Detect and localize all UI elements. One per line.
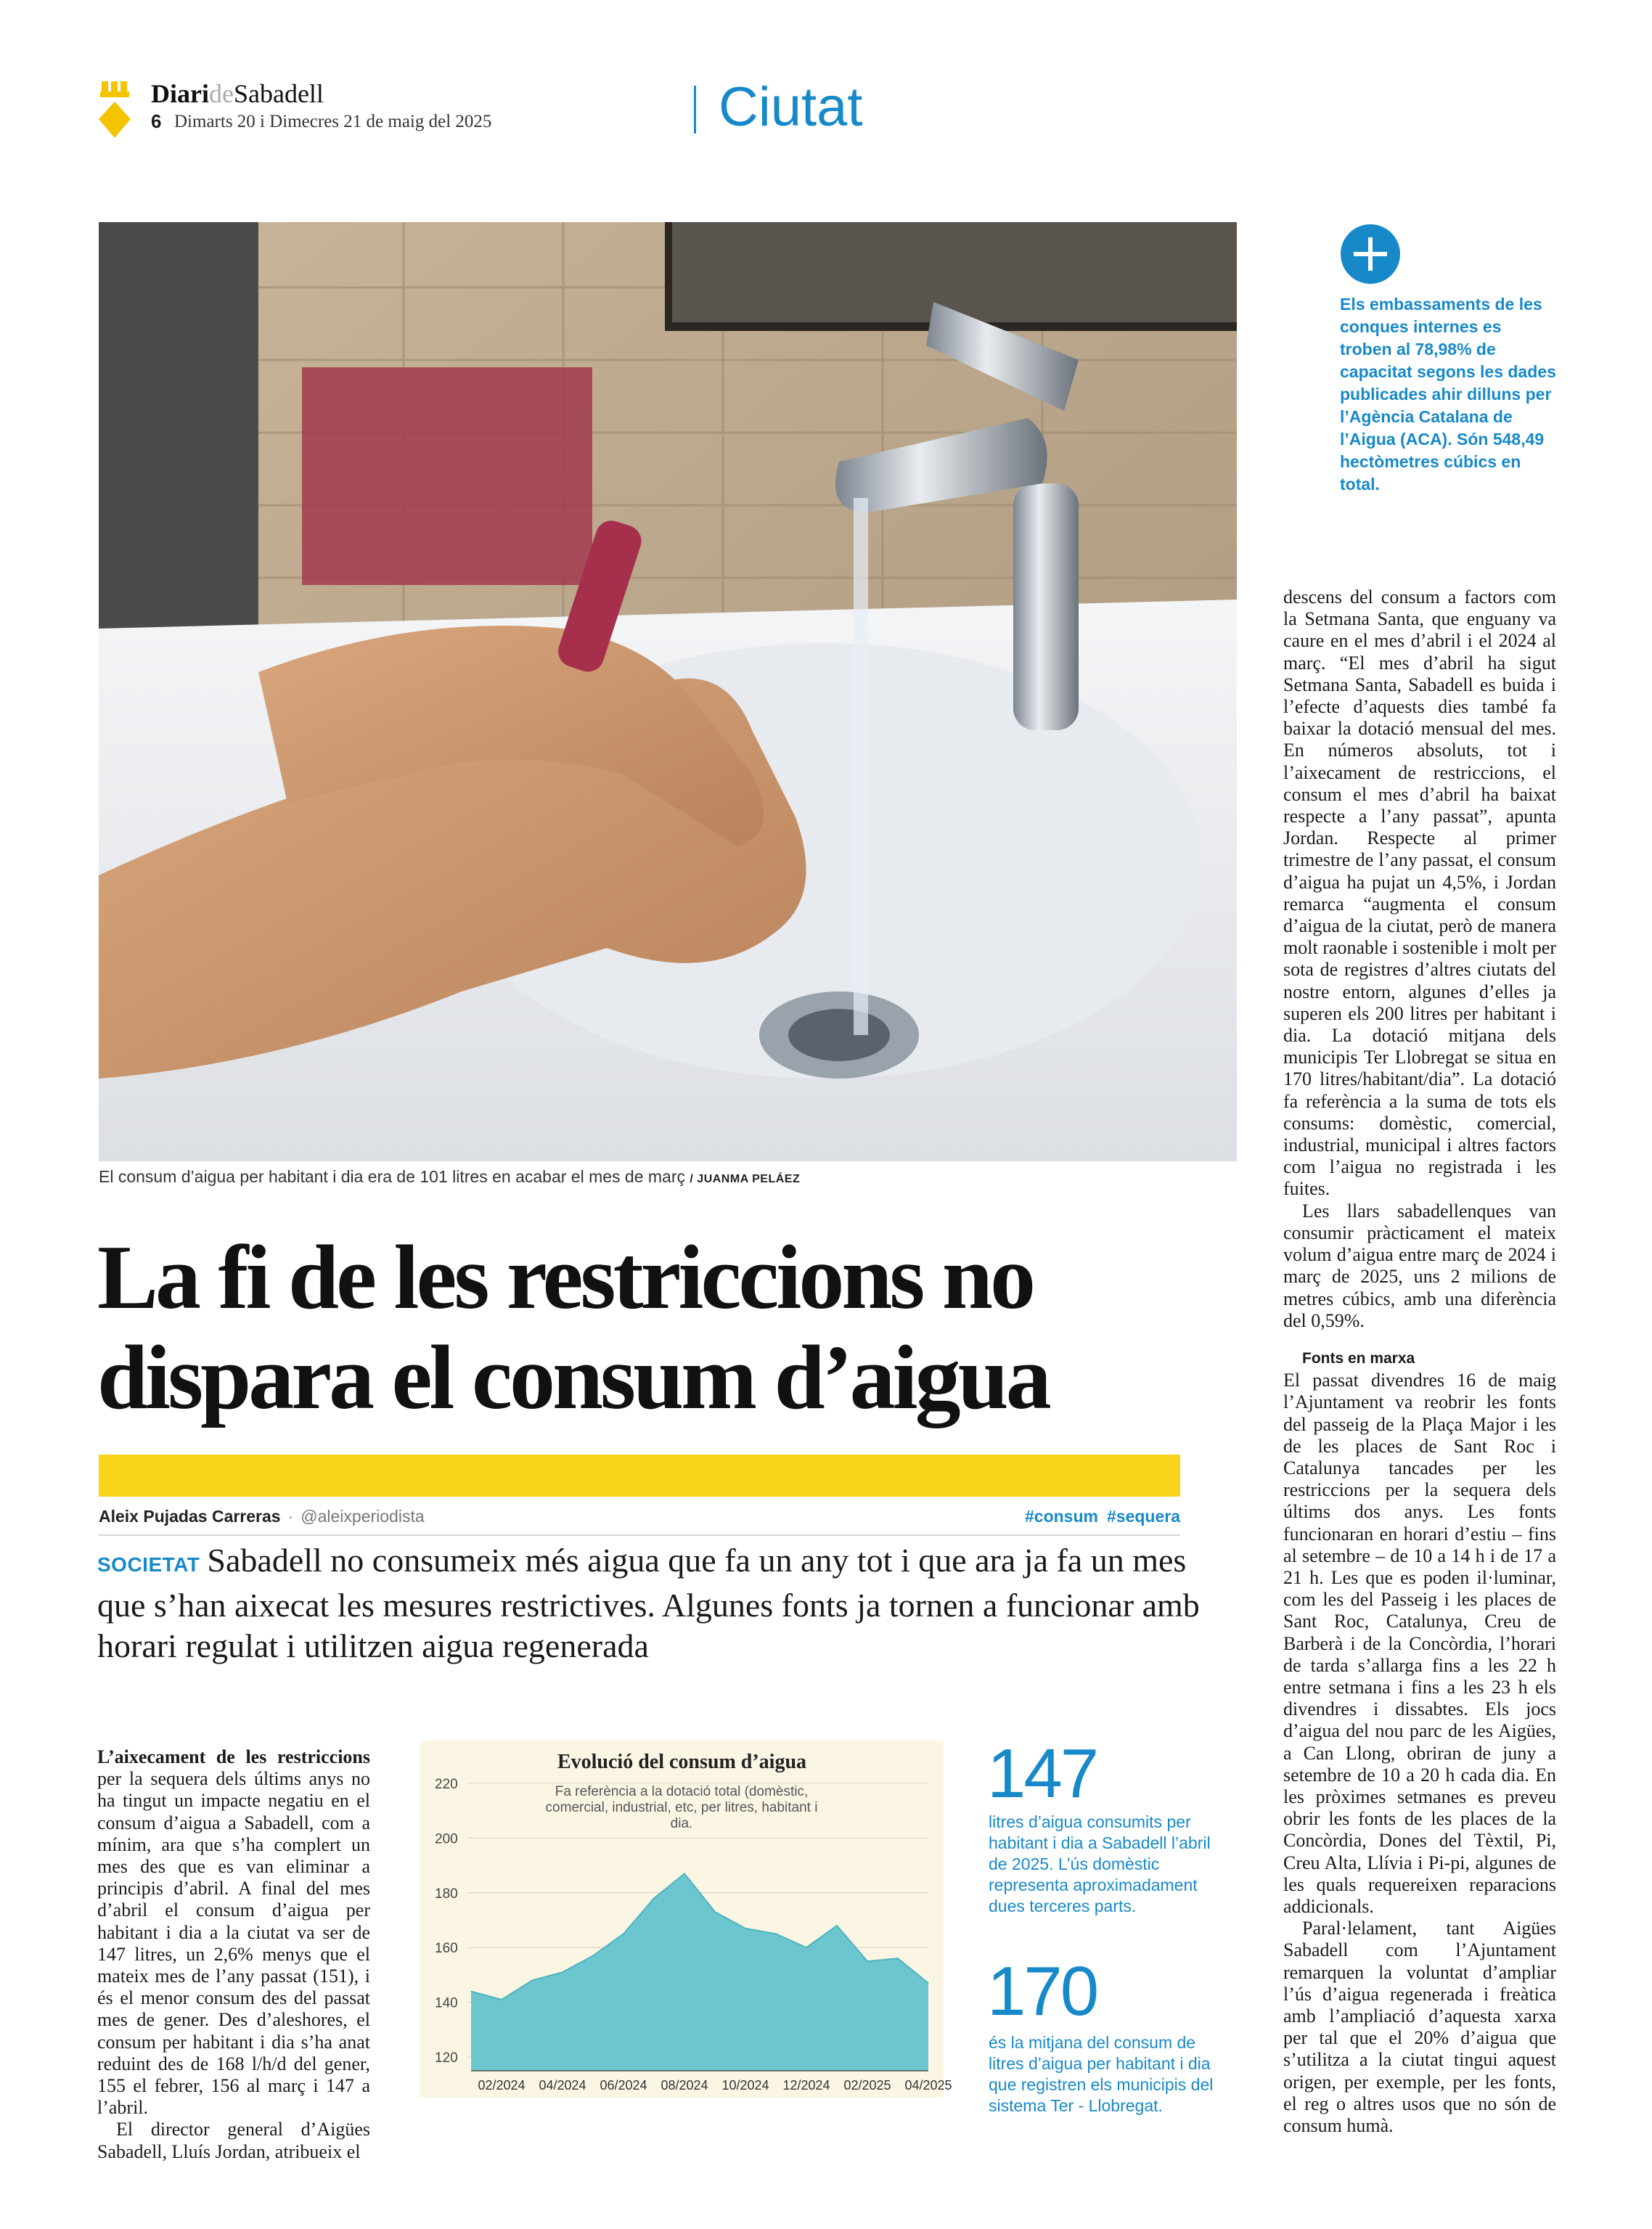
- page-number: 6: [151, 110, 162, 132]
- consumption-chart: [420, 1741, 952, 2098]
- stat-text-147: litres d’aigua consumits per habitant i dia a Sabadell l’abril de 2025. L’ús domèstic representa aproximadament dues terceres parts.: [989, 1812, 1211, 1915]
- y-tick-label: 200: [435, 1831, 458, 1847]
- x-tick-label: 04/2025: [904, 2078, 952, 2093]
- body-paragraph: El director general d’Aigües Sabadell, Lluís Jordan, atribueix el: [97, 2119, 370, 2162]
- data-point: [532, 1980, 533, 1981]
- paragraph-lead-in: L’aixecament de les restriccions: [97, 1746, 370, 1767]
- sidebar-fact: Els embassaments de les conques internes es troben al 78,98% de capacitat segons les dades publicades ahir dilluns per l’Agència Catalana de l’Aigua (ACA). Són 548,49 hectòmetres cúbics en total.: [1340, 295, 1556, 494]
- body-paragraph: Paral·lelament, tant Aigües Sabadell com l’Ajuntament remarquen la voluntat d’ampliar l’ús d’aigua regenerada i freàtica amb l’ampliació d’aquesta xarxa per tal que el 20% d’aigua que s’utilitza a la ciutat tingui aquest origen, per exemple, per les fonts, el reg o altres usos que no són de consum humà.: [1283, 1918, 1556, 2137]
- body-column-2: [1283, 586, 1556, 2137]
- x-tick-label: 06/2024: [600, 2078, 647, 2093]
- author-handle[interactable]: @aleixperiodista: [300, 1507, 425, 1526]
- photo-credit: / JUANMA PELÁEZ: [690, 1173, 801, 1185]
- x-tick-label: 12/2024: [782, 2078, 830, 2093]
- stat-text-170: és la mitjana del consum de litres d’aigua per habitant i dia que registren els municipis del sistema Ter - Llobregat.: [989, 2033, 1214, 2115]
- lead-paragraph: [97, 1540, 1201, 1666]
- paper-name-part2: de: [208, 79, 234, 108]
- photo-caption: [99, 1167, 800, 1187]
- article-tags: [1016, 1507, 1180, 1526]
- body-paragraph: descens del consum a factors com la Setmana Santa, que enguany va caure en el mes d’abril i el 2024 al març. “El mes d’abril ha sigut Setmana Santa, Sabadell es buida i l’efecte d’aquests dies també fa baixar la dotació mensual del mes. En números absoluts, tot i l’aixecament de restriccions, el consum el mes d’abril ha baixat respecte a l’any passat”, apunta Jordan. Respecte al primer trimestre de l’any passat, el consum d’aigua ha pujat un 4,5%, i Jordan remarca “augmenta el consum d’aigua de la ciutat, però de manera molt raonable i sostenible i molt per sota de registres d’altres ciutats del nostre entorn, algunes d’elles ja superen els 200 litres per habitant i dia. La dotació mitjana dels municipis Ter Llobregat se situa en 170 litres/habitant/dia”. La dotació fa referència a la suma de tots els consums: domèstic, comercial, industrial, municipal i altres factors com l’aigua no registrada i les fuites.: [1283, 586, 1556, 1200]
- body-paragraph: [97, 1746, 370, 2119]
- newspaper-logo-icon: [97, 81, 132, 139]
- plus-icon: [1341, 224, 1400, 284]
- body-paragraph: El passat divendres 16 de maig l’Ajuntament va reobrir les fonts del passeig de la Plaça Major i les de les places de Sant Roc i Catalunya tancades per les restriccions per la sequera dels últims dos anys. Les fonts funcionaran en horari d’estiu – fins al setembre – de 10 a 14 h i de 17 a 21 h. Les que es poden il·luminar, com les del Passeig i les places de Sant Roc, Catalunya, Creu de Barberà i de la Concòrdia, l’horari de tarda s’allarga fins a les 22 h entre setmana i fins a les 23 h els divendres i dissabtes. Els jocs d’aigua del nou parc de les Aigües, a Can Llong, obriran de juny a setembre de 10 a 20 h cada dia. En les pròximes setmanes es preveu obrir les fonts de les places de la Concòrdia, Dones del Tèxtil, Pi, Creu Alta, Llívia i Pi-pi, algunes de les quals requereixen reparacions addicionals.: [1283, 1370, 1556, 1917]
- chart-title: Evolució del consum d’aigua: [557, 1751, 807, 1773]
- author-name[interactable]: Aleix Pujadas Carreras: [99, 1507, 281, 1526]
- data-point: [745, 1928, 746, 1929]
- y-tick-label: 160: [435, 1941, 458, 1957]
- paper-name-part3: Sabadell: [233, 79, 324, 108]
- y-tick-label: 180: [435, 1886, 458, 1902]
- data-point: [593, 1955, 594, 1956]
- lead-text: Sabadell no consumeix més aigua que fa un any tot i que ara ja fa un mes que s’han aixecat les mesures restrictives. Algunes fonts ja tornen a funcionar amb horari regulat i utilitzen aigua regenerada: [97, 1542, 1200, 1664]
- x-tick-label: 02/2024: [478, 2078, 526, 2093]
- kicker: SOCIETAT: [97, 1553, 200, 1576]
- section-title: Ciutat: [719, 76, 863, 138]
- y-tick-label: 140: [435, 1995, 458, 2011]
- data-point: [806, 1947, 807, 1948]
- divider: [99, 1534, 1180, 1536]
- data-point: [471, 1991, 472, 1992]
- x-tick-label: 08/2024: [661, 2078, 708, 2093]
- data-point: [715, 1912, 716, 1913]
- y-tick-label: 120: [435, 2050, 458, 2066]
- section-divider: [694, 86, 696, 134]
- tag-consum[interactable]: #consum: [1025, 1507, 1098, 1526]
- body-paragraph: Les llars sabadellenques van consumir pràcticament el mateix volum d’aigua entre març de 2024 i març de 2025, uns 2 milions de metres cúbics, amb una diferència del 0,59%.: [1283, 1200, 1556, 1331]
- data-point: [684, 1873, 685, 1874]
- stat-number-170: 170: [987, 1952, 1097, 2030]
- tag-sequera[interactable]: #sequera: [1106, 1507, 1180, 1526]
- paragraph-text: per la sequera dels últims anys no ha tingut un impacte negatiu en el consum d’aigua a Sabadell, com a mínim, ara que s’ha complert un mes des que es van eliminar a principis d’abril. A final del mes d’abril el consum d’aigua per habitant i dia a la ciutat va ser de 147 litres, un 2,6% menys que el mateix mes de l’any passat (151), i és el menor consum des del passat mes de gener. Des d’aleshores, el consum per habitant i dia s’ha anat reduint des de 168 l/h/d del gener, 155 el febrer, 156 al març i 147 a l’abril.: [97, 1768, 370, 2119]
- data-point: [898, 1958, 899, 1959]
- headline-line-1: La fi de les restriccions no: [97, 1227, 1034, 1328]
- data-point: [928, 1983, 929, 1984]
- caption-text: El consum d’aigua per habitant i dia era de 101 litres en acabar el mes de març: [99, 1167, 686, 1186]
- x-tick-label: 02/2025: [843, 2078, 891, 2093]
- consumption-area: [471, 1873, 928, 2071]
- headline: [97, 1228, 1244, 1428]
- byline: Aleix Pujadas Carreras · @aleixperiodista: [99, 1507, 425, 1526]
- chart-subtitle: Fa referència a la dotació total (domèstic, comercial, industrial, etc, per litres, habitant i dia.: [545, 1784, 818, 1831]
- headline-highlight-band: [99, 1455, 1180, 1497]
- stat-number-147: 147: [987, 1735, 1097, 1812]
- x-tick-label: 04/2024: [539, 2078, 586, 2093]
- y-tick-label: 220: [435, 1776, 458, 1792]
- x-tick-label: 10/2024: [721, 2078, 769, 2093]
- issue-date: Dimarts 20 i Dimecres 21 de maig del 2025: [174, 112, 492, 131]
- paper-name-part1: Diari: [151, 79, 209, 108]
- newspaper-name[interactable]: [151, 78, 324, 109]
- body-column-1: [97, 1746, 370, 2163]
- subheading: Fonts en marxa: [1302, 1349, 1415, 1367]
- article-photo: [99, 222, 1237, 1161]
- data-point: [654, 1898, 655, 1899]
- data-point: [867, 1961, 868, 1962]
- headline-line-2: dispara el consum d’aigua: [97, 1328, 1049, 1428]
